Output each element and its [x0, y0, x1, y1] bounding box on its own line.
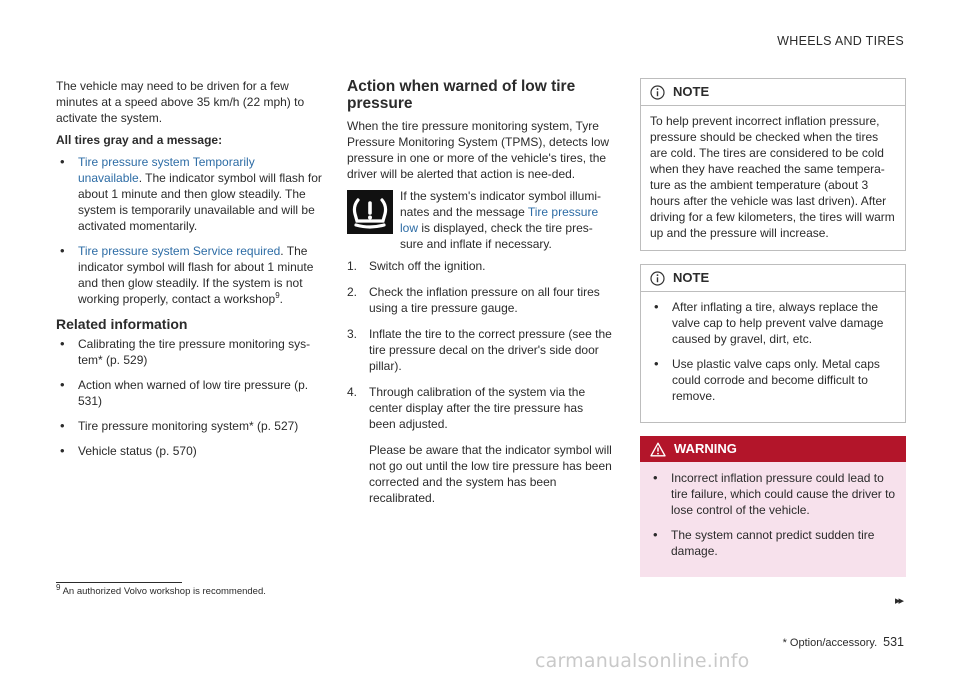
intro-paragraph: The vehicle may need to be driven for a few minutes at a speed above 35 km/h (22 mph) to activate the system. — [56, 79, 305, 125]
running-header: WHEELS AND TIRES — [777, 34, 904, 48]
next-page-arrows-icon[interactable]: ▸▸ — [894, 595, 902, 607]
message-label: Tire pressure system Service required — [78, 244, 281, 258]
column-middle — [347, 78, 613, 516]
steps-list — [347, 258, 613, 506]
info-icon — [650, 271, 665, 286]
section-intro: When the tire pressure monitoring system, Tyre Pressure Monitoring System (TPMS), detects low pressure in one or more of the vehicle's tires, the driver will be alerted that action is nee-ded. — [347, 119, 610, 181]
warning-triangle-icon — [650, 442, 666, 457]
note-body: To help prevent incorrect inflation pressure, pressure should be checked when the tires are cold. The tires are considered to be cold when they have reached the same tempera-ture as the ambient temperature (about 3 hours after the vehicle was last driven). After driving for a few kilometers, the tires will warm up and the pressure will increase. — [650, 114, 895, 240]
note-box — [640, 78, 906, 251]
step-item: 4. Through calibration of the system via the center display after the tire pressure has been adjusted. Please be aware that the indicator symbol will not go out until the low tire pressure has been corrected and the system has been recalibrated. — [347, 385, 612, 505]
list-item: • The system cannot predict sudden tire damage. — [649, 527, 897, 559]
tpms-indicator-block — [347, 188, 613, 252]
option-note: * Option/accessory. — [782, 637, 878, 649]
warning-header: WARNING — [640, 436, 906, 462]
message-label: Tire pressure low — [400, 205, 599, 235]
section-heading: Action when warned of low tire pressure — [347, 78, 576, 112]
watermark: carmanualsonline.info — [535, 650, 750, 672]
step-item: 1. Switch off the ignition. — [347, 259, 486, 273]
step-note: Please be aware that the indicator symbol will not go out until the low tire pressure has been corrected and the system has been recalibrated. — [369, 443, 612, 505]
related-link[interactable]: • Action when warned of low tire pressure (p. 531) — [56, 377, 322, 409]
footnote: $^9$ An authorized Volvo workshop is recommended. — [56, 582, 266, 597]
related-heading: Related information — [56, 316, 188, 332]
note-box — [640, 264, 906, 423]
note-header: NOTE — [641, 265, 905, 292]
note-header: NOTE — [641, 79, 905, 106]
message-list — [56, 154, 322, 307]
column-left — [56, 78, 322, 468]
list-item: • Tire pressure system Temporarily unavailable. The indicator symbol will flash for about 1 minute and then glow steadily. The system is temporarily unavailable and will be activated momentarily. — [56, 154, 322, 234]
warning-body — [640, 462, 906, 577]
list-item: • After inflating a tire, always replace the valve cap to help prevent valve damage caused by gravel, dirt, etc. — [650, 299, 896, 347]
related-link[interactable]: • Calibrating the tire pressure monitoring sys-tem* (p. 529) — [56, 336, 322, 368]
warning-box — [640, 436, 906, 577]
related-list — [56, 336, 322, 459]
tire-pressure-warning-icon — [347, 190, 393, 234]
list-item: • Tire pressure system Service required. The indicator symbol will flash for about 1 minute and then glow steadily. If the system is not working properly, contact a workshop$^9$. — [56, 243, 322, 307]
gray-tires-heading: All tires gray and a message: — [56, 133, 223, 147]
note-body — [641, 292, 905, 422]
column-right — [640, 78, 906, 577]
related-link[interactable]: • Vehicle status (p. 570) — [56, 443, 322, 459]
page-number: 531 — [883, 635, 904, 649]
step-item: 3. Inflate the tire to the correct pressure (see the tire pressure decal on the driver's side door pillar). — [347, 327, 612, 373]
list-item: • Incorrect inflation pressure could lead to tire failure, which could cause the driver to lose control of the vehicle. — [649, 470, 897, 518]
footnote-divider — [56, 582, 182, 583]
step-item: 2. Check the inflation pressure on all four tires using a tire pressure gauge. — [347, 285, 600, 315]
message-label: Tire pressure system Temporarily unavailable — [78, 155, 255, 185]
footnote-ref[interactable]: 9 — [275, 291, 280, 300]
info-icon — [650, 85, 665, 100]
page-footer — [783, 634, 904, 651]
list-item: • Use plastic valve caps only. Metal caps could corrode and become difficult to remove. — [650, 356, 896, 404]
tpms-text: If the system's indicator symbol illumi-nates and the message Tire pressure low is displayed, check the tire pres-sure and inflate if necessary. — [400, 189, 602, 251]
related-link[interactable]: • Tire pressure monitoring system* (p. 527) — [56, 418, 322, 434]
